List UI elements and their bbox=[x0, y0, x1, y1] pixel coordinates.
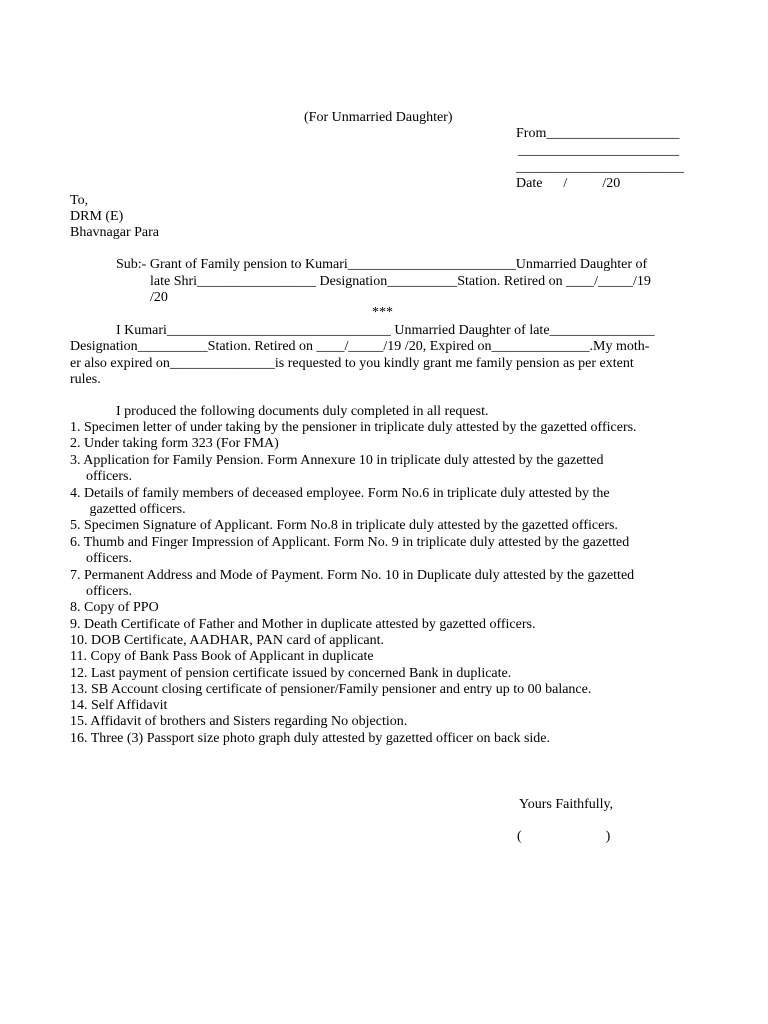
recipient-place: Bhavnagar Para bbox=[70, 225, 160, 240]
from-address-line-2: _______________________ bbox=[518, 143, 679, 158]
document-item-7-cont: officers. bbox=[86, 584, 132, 599]
document-item-4: 4. Details of family members of deceased employee. Form No.6 in triplicate duly attested by the bbox=[70, 486, 610, 501]
body-line-4: rules. bbox=[70, 372, 101, 387]
body-line-2: Designation__________Station. Retired on ____/_____/19 /20, Expired on______________.My moth- bbox=[70, 339, 650, 354]
document-item-16: 16. Three (3) Passport size photo graph duly attested by gazetted officer on back side. bbox=[70, 731, 551, 746]
body-line-1: I Kumari________________________________ Unmarried Daughter of late_______________ bbox=[116, 323, 655, 338]
to-label: To, bbox=[70, 193, 89, 208]
document-item-4-cont: gazetted officers. bbox=[86, 502, 186, 517]
separator-stars: *** bbox=[372, 305, 393, 320]
date-field: Date / /20 bbox=[516, 176, 621, 191]
page-title: (For Unmarried Daughter) bbox=[304, 110, 453, 125]
documents-intro: I produced the following documents duly completed in all request. bbox=[116, 404, 489, 419]
subject-line-1: Sub:- Grant of Family pension to Kumari________________________Unmarried Daughter of bbox=[116, 257, 648, 272]
from-field: From___________________ bbox=[516, 126, 680, 141]
body-line-3: er also expired on_______________is requested to you kindly grant me family pension as per extent bbox=[70, 356, 634, 371]
document-item-11: 11. Copy of Bank Pass Book of Applicant in duplicate bbox=[70, 649, 374, 664]
document-item-14: 14. Self Affidavit bbox=[70, 698, 168, 713]
document-item-12: 12. Last payment of pension certificate issued by concerned Bank in duplicate. bbox=[70, 666, 512, 681]
document-item-5: 5. Specimen Signature of Applicant. Form No.8 in triplicate duly attested by the gazetted officers. bbox=[70, 518, 618, 533]
closing-salutation: Yours Faithfully, bbox=[519, 797, 614, 812]
subject-line-3: /20 bbox=[150, 290, 168, 305]
from-address-line-3: ________________________ bbox=[516, 160, 684, 175]
recipient-office: DRM (E) bbox=[70, 209, 124, 224]
document-item-3: 3. Application for Family Pension. Form Annexure 10 in triplicate duly attested by the gazetted bbox=[70, 453, 604, 468]
document-item-15: 15. Affidavit of brothers and Sisters regarding No objection. bbox=[70, 714, 408, 729]
document-item-7: 7. Permanent Address and Mode of Payment. Form No. 10 in Duplicate duly attested by the gazetted bbox=[70, 568, 635, 583]
document-item-1: 1. Specimen letter of under taking by the pensioner in triplicate duly attested by the gazetted officers. bbox=[70, 420, 637, 435]
signature-placeholder: ( ) bbox=[517, 829, 611, 844]
document-item-8: 8. Copy of PPO bbox=[70, 600, 159, 615]
subject-line-2: late Shri_________________ Designation__________Station. Retired on ____/_____/19 bbox=[150, 274, 651, 289]
document-item-10: 10. DOB Certificate, AADHAR, PAN card of applicant. bbox=[70, 633, 385, 648]
document-item-13: 13. SB Account closing certificate of pensioner/Family pensioner and entry up to 00 balance. bbox=[70, 682, 592, 697]
document-item-2: 2. Under taking form 323 (For FMA) bbox=[70, 436, 279, 451]
document-item-3-cont: officers. bbox=[86, 469, 132, 484]
document-item-6-cont: officers. bbox=[86, 551, 132, 566]
document-item-9: 9. Death Certificate of Father and Mother in duplicate attested by gazetted officers. bbox=[70, 617, 536, 632]
document-item-6: 6. Thumb and Finger Impression of Applicant. Form No. 9 in triplicate duly attested by the gazetted bbox=[70, 535, 630, 550]
